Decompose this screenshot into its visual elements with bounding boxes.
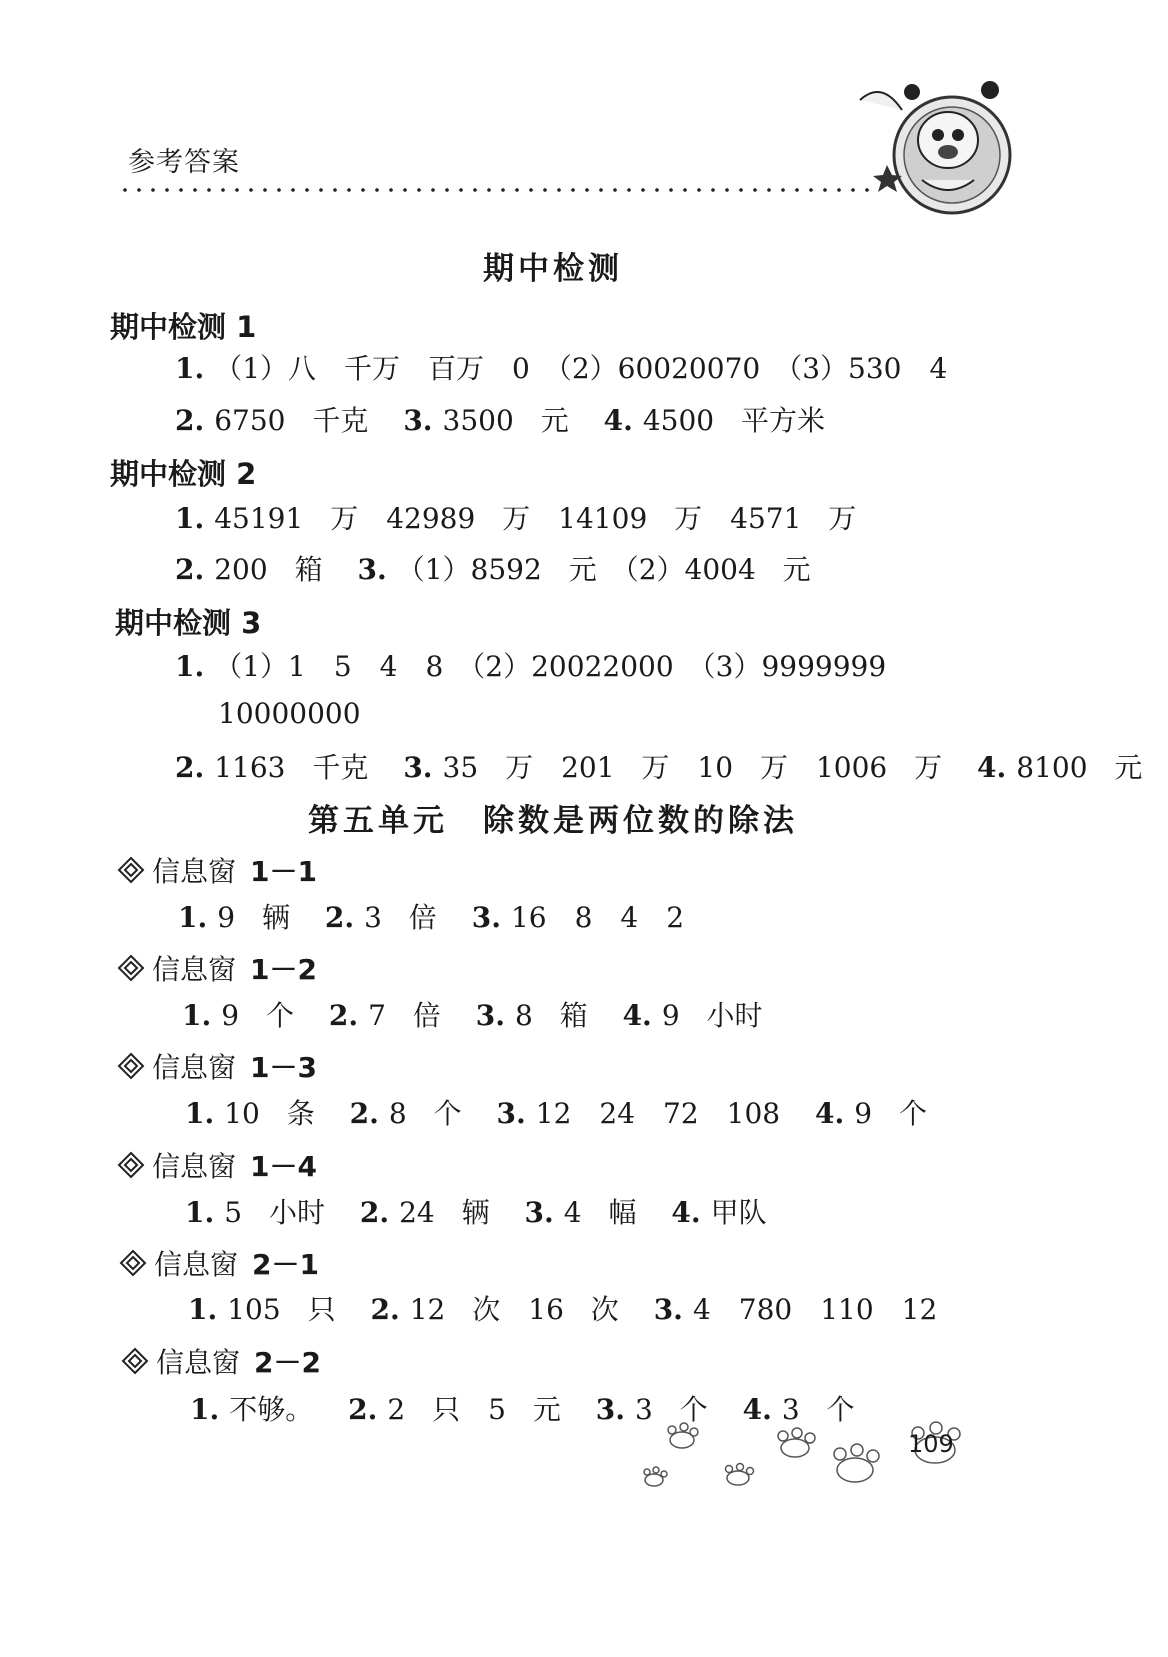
- answer-line: 2. 200 箱 3. （1）8592 元 （2）4004 元: [175, 553, 811, 586]
- page-number: 109: [908, 1430, 954, 1458]
- tiger-mascot-icon: [852, 70, 1032, 220]
- info-window-heading: 信息窗 1－3: [118, 1046, 317, 1086]
- unit5-title: 第五单元 除数是两位数的除法: [308, 803, 798, 839]
- info-window-heading: 信息窗 2－1: [120, 1243, 319, 1283]
- answer-line: 1. 9 个 2. 7 倍 3. 8 箱 4. 9 小时: [182, 999, 763, 1032]
- answer-line: 1. 9 辆 2. 3 倍 3. 16 8 4 2: [178, 901, 685, 934]
- midterm-title: 期中检测: [483, 251, 623, 287]
- answer-line: 1. 10 条 2. 8 个 3. 12 24 72 108 4. 9 个: [185, 1097, 927, 1130]
- paw-prints-decoration-icon: [640, 1410, 980, 1520]
- answer-line: 1. 5 小时 2. 24 辆 3. 4 幅 4. 甲队: [185, 1196, 767, 1229]
- midterm-test-2-heading: 期中检测 2: [110, 457, 257, 491]
- midterm-test-3-heading: 期中检测 3: [115, 606, 262, 640]
- header-title: 参考答案: [128, 147, 240, 178]
- info-window-heading: 信息窗 1－1: [118, 850, 317, 890]
- diamond-bullet-icon: [118, 955, 144, 981]
- answer-line: 1. 105 只 2. 12 次 16 次 3. 4 780 110 12: [188, 1293, 938, 1326]
- info-window-heading: 信息窗 1－2: [118, 948, 317, 988]
- answer-line: 1. 45191 万 42989 万 14109 万 4571 万: [175, 502, 857, 535]
- answer-line: 2. 6750 千克 3. 3500 元 4. 4500 平方米: [175, 404, 826, 437]
- diamond-bullet-icon: [118, 1152, 144, 1178]
- diamond-bullet-icon: [122, 1348, 148, 1374]
- diamond-bullet-icon: [118, 857, 144, 883]
- diamond-bullet-icon: [120, 1250, 146, 1276]
- info-window-heading: 信息窗 2－2: [122, 1341, 321, 1381]
- answer-line: 2. 1163 千克 3. 35 万 201 万 10 万 1006 万 4. 8100 元: [175, 751, 1143, 784]
- answer-line: 1. （1）1 5 4 8 （2）20022000 （3）9999999: [175, 650, 887, 683]
- answer-line: 1. （1）八 千万 百万 0 （2）60020070 （3）530 4: [175, 352, 948, 385]
- info-window-heading: 信息窗 1－4: [118, 1145, 317, 1185]
- answer-line: 10000000: [218, 697, 361, 730]
- midterm-test-1-heading: 期中检测 1: [110, 310, 257, 344]
- diamond-bullet-icon: [118, 1053, 144, 1079]
- answer-line: 1. 不够。 2. 2 只 5 元 3. 3 个 4. 3 个: [190, 1393, 855, 1426]
- dotted-divider: [118, 187, 878, 193]
